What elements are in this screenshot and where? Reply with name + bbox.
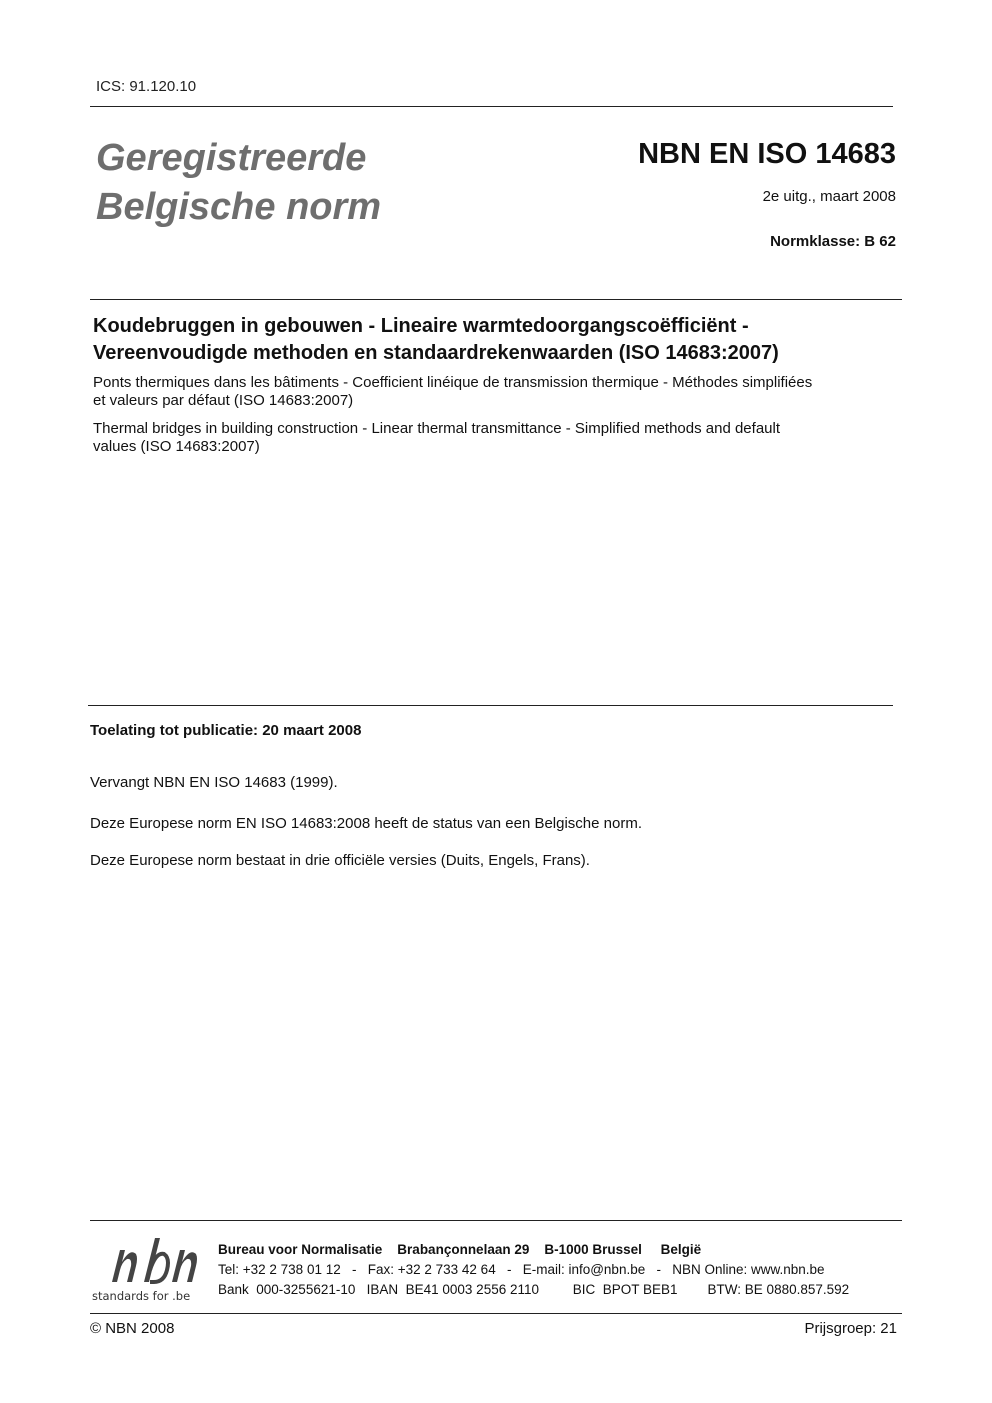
standard-number: NBN EN ISO 14683	[638, 138, 896, 170]
title-english-line-1: Thermal bridges in building construction - Linear thermal transmittance - Simplified methods and default	[93, 420, 781, 437]
norm-class: Normklasse: B 62	[770, 233, 896, 250]
title-dutch-line-2: Vereenvoudigde methoden en standaardrekenwaarden (ISO 14683:2007)	[93, 342, 779, 364]
title-dutch	[93, 313, 913, 367]
title-french-line-1: Ponts thermiques dans les bâtiments - Coefficient linéique de transmission thermique - Méthodes simplifiées	[93, 374, 813, 391]
body-divider	[88, 705, 893, 706]
header-divider	[90, 106, 893, 107]
footer-bottom-divider	[90, 1313, 902, 1314]
versions-statement: Deze Europese norm bestaat in drie officiële versies (Duits, Engels, Frans).	[90, 852, 590, 869]
document-type-line-1: Geregistreerde	[96, 137, 367, 179]
footer-bank-details: Bank 000-3255621-10 IBAN BE41 0003 2556 2110 BIC BPOT BEB1 BTW: BE 0880.857.592	[218, 1282, 850, 1297]
title-divider	[90, 299, 902, 300]
edition-date: 2e uitg., maart 2008	[762, 188, 896, 205]
copyright: © NBN 2008	[90, 1320, 175, 1337]
document-type-line-2: Belgische norm	[96, 186, 382, 228]
title-french-line-2: et valeurs par défaut (ISO 14683:2007)	[93, 392, 354, 409]
replaces-statement: Vervangt NBN EN ISO 14683 (1999).	[90, 774, 338, 791]
title-english-line-2: values (ISO 14683:2007)	[93, 438, 260, 455]
footer-contact: Tel: +32 2 738 01 12 - Fax: +32 2 733 42 64 - E-mail: info@nbn.be - NBN Online: www.nbn.be	[218, 1262, 825, 1277]
ics-code: ICS: 91.120.10	[96, 78, 197, 95]
status-statement: Deze Europese norm EN ISO 14683:2008 heeft de status van een Belgische norm.	[90, 815, 642, 832]
nbn-logo-tagline: standards for .be	[92, 1289, 191, 1303]
footer-top-divider	[90, 1220, 902, 1221]
document-type-title	[96, 134, 381, 232]
title-french	[93, 374, 913, 410]
publication-approval: Toelating tot publicatie: 20 maart 2008	[90, 722, 362, 739]
title-english	[93, 420, 913, 456]
nbn-logo	[92, 1228, 204, 1304]
price-group: Prijsgroep: 21	[804, 1320, 897, 1337]
title-dutch-line-1: Koudebruggen in gebouwen - Lineaire warmtedoorgangscoëfficiënt -	[93, 315, 749, 337]
footer-address: Bureau voor Normalisatie Brabançonnelaan 29 B-1000 Brussel België	[218, 1242, 702, 1257]
nbn-logo-mark	[112, 1238, 197, 1282]
